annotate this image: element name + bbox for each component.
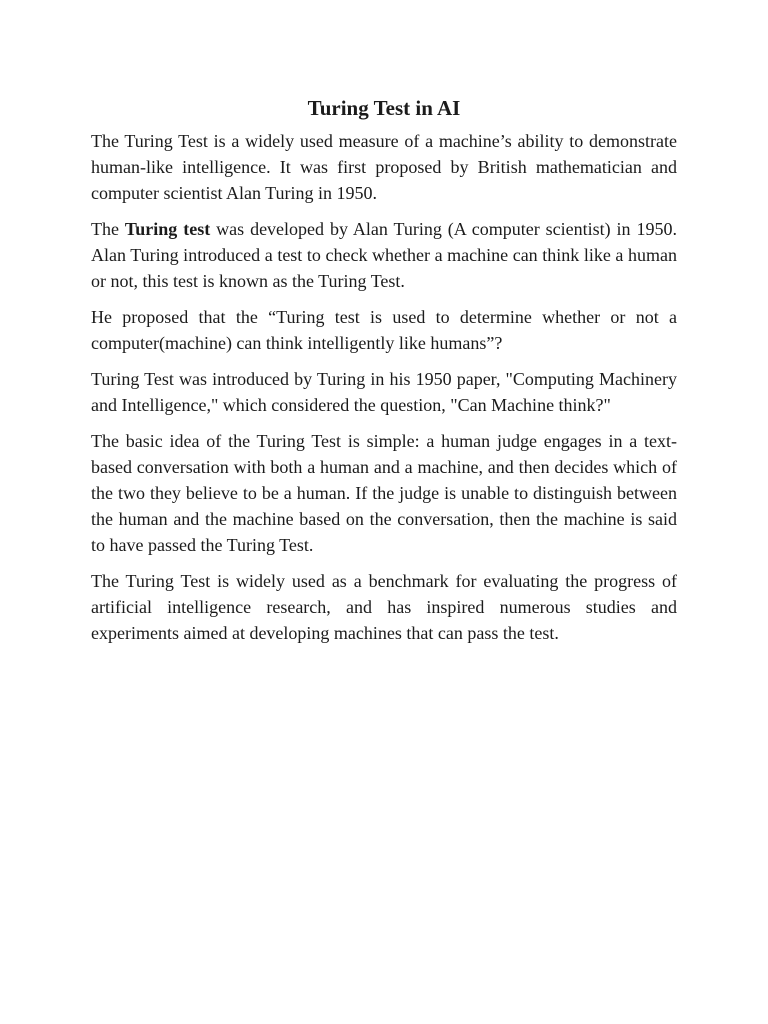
paragraph-history-lead: The [91, 219, 125, 239]
paragraph-history-body: was developed by Alan Turing (A computer scientist) in 1950. Alan Turing introduced a test to check whether a machine can think like a human or not, this test is known as the Turing Test. [91, 219, 677, 291]
bold-term-turing-test: Turing test [124, 219, 211, 239]
paragraph-paper: Turing Test was introduced by Turing in his 1950 paper, "Computing Machinery and Intelligence," which considered the question, "Can Machine think?" [91, 369, 677, 415]
paragraph-proposal: He proposed that the “Turing test is used to determine whether or not a computer(machine) can think intelligently like humans”? [91, 307, 677, 353]
paragraph-basic-idea: The basic idea of the Turing Test is simple: a human judge engages in a text-based conversation with both a human and a machine, and then decides which of the two they believe to be a human. If the judge is unable to distinguish between the human and the machine based on the conversation, then the machine is said to have passed the Turing Test. [91, 431, 677, 555]
paragraph-history [91, 216, 677, 294]
document-title: Turing Test in AI [307, 96, 461, 120]
paragraph-benchmark: The Turing Test is widely used as a benchmark for evaluating the progress of artificial intelligence research, and has inspired numerous studies and experiments aimed at developing machines that can pass the test. [91, 571, 677, 643]
paragraph-intro: The Turing Test is a widely used measure of a machine’s ability to demonstrate human-like intelligence. It was first proposed by British mathematician and computer scientist Alan Turing in 1950. [91, 131, 677, 203]
